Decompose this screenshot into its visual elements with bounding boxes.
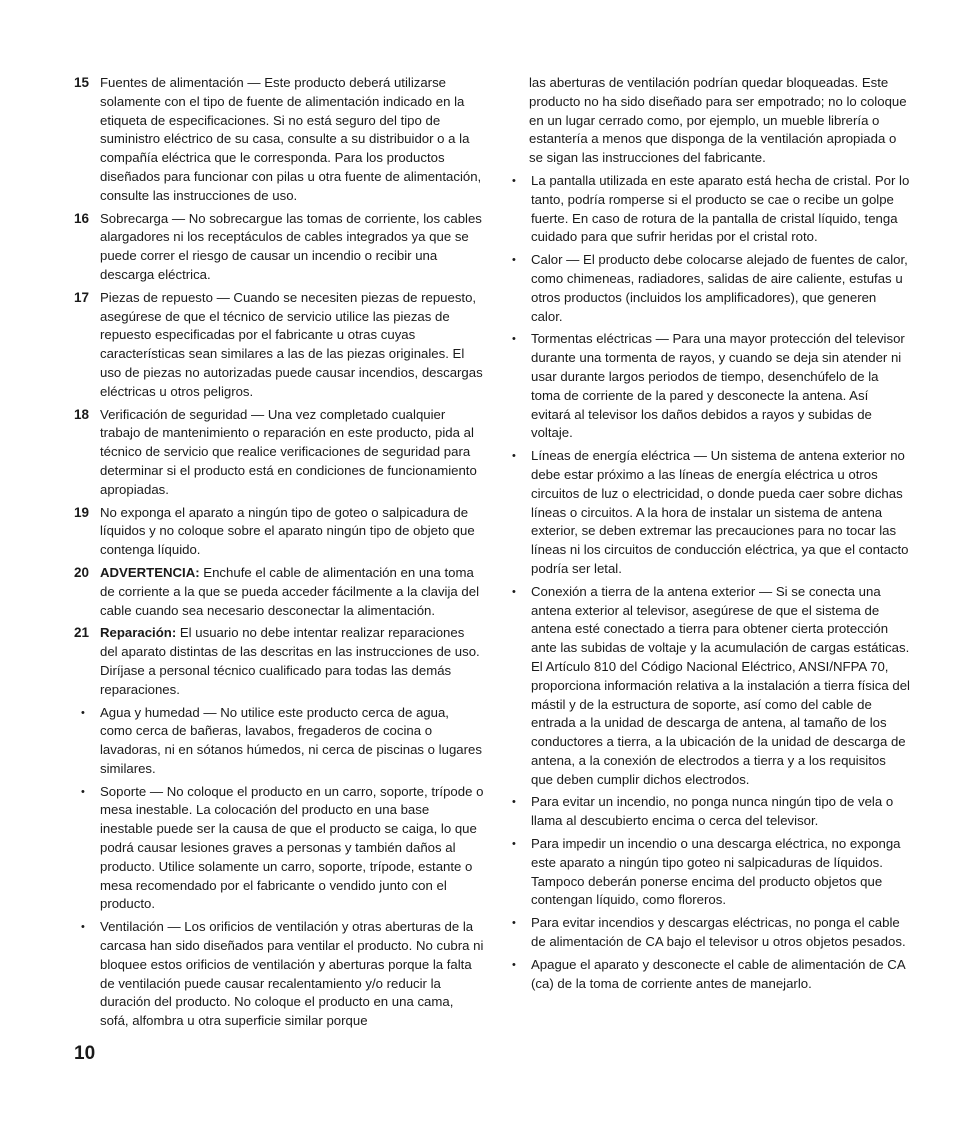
list-item (74, 564, 484, 620)
item-text: Calor — El producto debe colocarse alejado de fuentes de calor, como chimeneas, radiadores, salidas de aire caliente, estufas u otros productos (incluidos los amplificadores), que generen calor. (531, 252, 908, 324)
item-text: Apague el aparato y desconecte el cable de alimentación de CA (ca) de la toma de corriente antes de manejarlo. (531, 956, 905, 991)
item-text: Fuentes de alimentación — Este producto deberá utilizarse solamente con el tipo de fuente de alimentación indicado en la etiqueta de especificaciones. Si no está seguro del tipo de suministro eléctrico de su casa, consulte a su distribuidor o a la compañía eléctrica que le corresponda. Para los productos diseñados para funcionar con pilas u otra fuente de alimentación, consulte las instrucciones de uso. (100, 75, 482, 203)
right-column (505, 74, 910, 997)
bullet-icon: • (512, 917, 516, 930)
item-number: 21 (74, 625, 90, 641)
list-item (74, 918, 484, 1031)
list-item (505, 793, 910, 831)
item-text: Para impedir un incendio o una descarga eléctrica, no exponga este aparato a ningún tipo goteo ni salpicaduras de líquidos. Tampoco deberán ponerse encima del producto objetos que contengan líquido, como floreros. (531, 836, 901, 908)
list-item (74, 74, 484, 206)
list-item (505, 172, 910, 247)
bullet-icon: • (512, 796, 516, 809)
item-text: Ventilación — Los orificios de ventilación y otras aberturas de la carcasa han sido diseñados para ventilar el producto. No cubra ni bloquee estos orificios de ventilación y aberturas porque la falta de ventilación puede causar recalentamiento y/o reducir la duración del producto. No coloque el producto en una cama, sofá, alfombra u otra superficie similar porque (100, 919, 484, 1029)
item-text: Verificación de seguridad — Una vez completado cualquier trabajo de mantenimiento o reparación en este producto, pida al técnico de servicio que realice verificaciones de seguridad para determinar si el producto está en condiciones de funcionamiento apropiadas. (100, 406, 477, 497)
item-number: 20 (74, 564, 90, 580)
item-text: Sobrecarga — No sobrecargue las tomas de corriente, los cables alargadores ni los receptáculos de cables integrados ya que se puede correr el riesgo de causar un incendio o recibir una descarga eléctrica. (100, 210, 482, 282)
item-text: Soporte — No coloque el producto en un carro, soporte, trípode o mesa inestable. La colocación del producto en una base inestable puede ser la causa de que el producto se caiga, lo que podrá causar lesiones graves a personas y también daños al producto. Utilice solamente un carro, soporte, trípode, estante o mesa recomendado por el fabricante o vendido junto con el producto. (100, 783, 484, 912)
list-item (74, 406, 484, 500)
bullet-icon: • (512, 450, 516, 463)
item-number: 16 (74, 210, 90, 226)
left-column (74, 74, 484, 1035)
item-number: 15 (74, 75, 90, 90)
bullet-icon: • (512, 254, 516, 267)
bullet-icon: • (81, 706, 85, 719)
item-text: Líneas de energía eléctrica — Un sistema de antena exterior no debe estar próximo a las líneas de energía eléctrica u otros circuitos de luz o electricidad, o donde pueda caer sobre dichas líneas o circuitos. A la hora de instalar un sistema de antena exterior, se deben extremar las precauciones para no tocar las líneas ni los circuitos de conducción eléctrica, ya que el contacto podría ser letal. (531, 448, 909, 576)
item-text: Tormentas eléctricas — Para una mayor protección del televisor durante una tormenta de rayos, y cuando se deja sin atender ni usar durante largos periodos de tiempo, desenchúfelo de la toma de corriente de la pared y desconecte la antena. Así evitará al televisor los daños debidos a rayos y subidas de voltaje. (531, 331, 905, 441)
item-number: 18 (74, 406, 90, 422)
item-text: El usuario no debe intentar realizar reparaciones del aparato distintas de las descritas en las instrucciones de uso. Diríjase a personal técnico cualificado para todas las demás reparaciones. (100, 625, 480, 697)
item-text: Agua y humedad — No utilice este producto cerca de agua, como cerca de bañeras, lavabos, fregaderos de cocina o lavadoras, ni en sótanos húmedos, ni cerca de piscinas o lugares similares. (100, 704, 482, 776)
list-item (74, 504, 484, 560)
bullet-icon: • (81, 921, 85, 934)
bullet-icon: • (512, 174, 516, 187)
item-number: 19 (74, 504, 90, 520)
item-text: Para evitar incendios y descargas eléctricas, no ponga el cable de alimentación de CA bajo el televisor u otros objetos pesados. (531, 915, 906, 950)
item-text: Conexión a tierra de la antena exterior — Si se conecta una antena exterior al televisor, asegúrese de que el sistema de antena esté conectado a tierra para obtener cierta protección ante las subidas de voltaje y la acumulación de cargas estáticas. El Artículo 810 del Código Nacional Eléctrico, ANSI/NFPA 70, proporciona información relativa a la instalación a tierra física del mástil y de la estructura de soporte, así como del cable de entrada a la unidad de descarga de antena, al tamaño de los conductores a tierra, a la ubicación de la unidad de descarga de antena, a la conexión de electrodos a tierra y a los requisitos que deben cumplir dichos electrodos. (531, 583, 910, 787)
list-item (505, 914, 910, 952)
bullet-icon: • (512, 958, 516, 971)
bullet-icon: • (512, 838, 516, 851)
bullet-icon: • (512, 585, 516, 598)
item-text: Para evitar un incendio, no ponga nunca ningún tipo de vela o llama al descubierto encima o cerca del televisor. (531, 794, 894, 829)
bullet-icon: • (512, 333, 516, 346)
item-text: Enchufe el cable de alimentación en una toma de corriente a la que se pueda acceder fácilmente a la clavija del cable cuando sea necesario desconectar la alimentación. (100, 564, 480, 618)
list-item (505, 447, 910, 579)
item-text: Piezas de repuesto — Cuando se necesiten piezas de repuesto, asegúrese de que el técnico de servicio utilice las piezas de repuesto especificadas por el fabricante u otras cuyas características sean similares a las de las piezas originales. El uso de piezas no autorizadas puede causar incendios, descargas eléctricas u otros peligros. (100, 289, 483, 399)
bullet-icon: • (81, 785, 85, 798)
list-item (505, 251, 910, 326)
item-lead: ADVERTENCIA: (100, 564, 200, 580)
item-text: No exponga el aparato a ningún tipo de goteo o salpicadura de líquidos y no coloque sobre el aparato ningún tipo de objeto que contenga líquido. (100, 504, 475, 558)
list-item (74, 289, 484, 402)
list-item (505, 835, 910, 910)
page-number: 10 (74, 1043, 96, 1064)
item-number: 17 (74, 289, 90, 305)
list-item (74, 210, 484, 285)
list-item (505, 956, 910, 994)
list-item (74, 783, 484, 915)
continuation-text: las aberturas de ventilación podrían quedar bloqueadas. Este producto no ha sido diseñado para ser empotrado; no lo coloque en un lugar cerrado como, por ejemplo, un mueble librería o estantería a menos que disponga de la ventilación apropiada o se sigan las instrucciones del fabricante. (529, 75, 907, 166)
item-lead: Reparación: (100, 625, 177, 641)
item-text: La pantalla utilizada en este aparato está hecha de cristal. Por lo tanto, podría romperse si el producto se cae o recibe un golpe fuerte. En caso de rotura de la pantalla de cristal líquido, tenga cuidado para que sufrir heridas por el cristal roto. (531, 172, 910, 245)
list-item (74, 704, 484, 779)
list-item (505, 330, 910, 443)
list-item (74, 624, 484, 699)
list-item (505, 583, 910, 790)
